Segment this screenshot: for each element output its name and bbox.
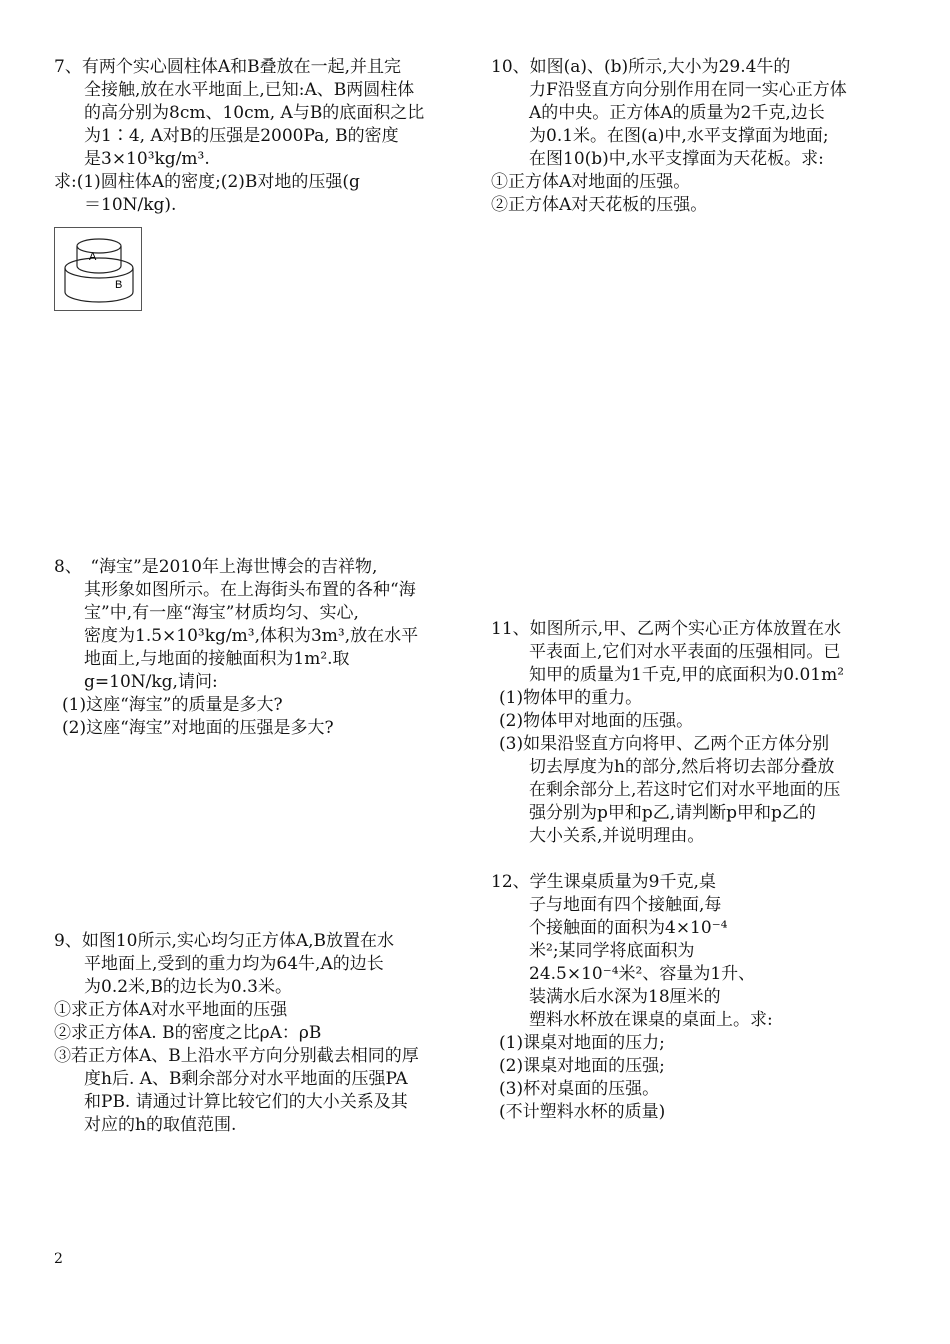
q7-line: 7、有两个实心圆柱体A和B叠放在一起,并且完 <box>54 57 401 77</box>
q8-line: 宝”中,有一座“海宝”材质均匀、实心, <box>84 603 359 623</box>
q12-line: 12、学生课桌质量为9千克,桌 <box>491 872 716 892</box>
q12-line: 米²;某同学将底面积为 <box>529 941 695 961</box>
q12-line: (2)课桌对地面的压强; <box>499 1056 665 1076</box>
q11-line: (1)物体甲的重力。 <box>499 688 643 708</box>
q8-line: g=10N/kg,请问: <box>84 672 218 692</box>
q7-line: 求:(1)圆柱体A的密度;(2)B对地的压强(g <box>54 172 360 192</box>
q11-line: 在剩余部分上,若这时它们对水平地面的压 <box>529 780 841 800</box>
q11-line: 11、如图所示,甲、乙两个实心正方体放置在水 <box>491 619 842 639</box>
q9-line: 和PB. 请通过计算比较它们的大小关系及其 <box>84 1092 408 1112</box>
q8-line: 其形象如图所示。在上海街头布置的各种“海 <box>84 580 416 600</box>
question-9 <box>54 930 464 1137</box>
q9-line: 9、如图10所示,实心均匀正方体A,B放置在水 <box>54 931 395 951</box>
q12-line: 子与地面有四个接触面,每 <box>529 895 722 915</box>
q12-line: (1)课桌对地面的压力; <box>499 1033 665 1053</box>
question-7 <box>54 56 464 311</box>
figure-label-a: A <box>89 251 97 263</box>
q8-line: 密度为1.5×10³kg/m³,体积为3m³,放在水平 <box>84 626 419 646</box>
q7-line: 的高分别为8cm、10cm, A与B的底面积之比 <box>84 103 425 123</box>
q11-line: 切去厚度为h的部分,然后将切去部分叠放 <box>529 757 835 777</box>
stacked-cylinders-figure <box>54 227 142 311</box>
q11-line: (3)如果沿竖直方向将甲、乙两个正方体分别 <box>499 734 830 754</box>
cylinders-drawing <box>55 228 141 310</box>
q7-line: ＝10N/kg). <box>84 195 177 215</box>
figure-label-b: B <box>115 279 123 291</box>
q12-line: (3)杯对桌面的压强。 <box>499 1079 660 1099</box>
q11-line: 平表面上,它们对水平表面的压强相同。已 <box>529 642 841 662</box>
page-number: 2 <box>54 1251 63 1267</box>
q12-line: 塑料水杯放在课桌的桌面上。求: <box>529 1010 773 1030</box>
q10-line: ②正方体A对天花板的压强。 <box>491 195 708 215</box>
q10-line: 10、如图(a)、(b)所示,大小为29.4牛的 <box>491 57 791 77</box>
q11-line: 大小关系,并说明理由。 <box>529 826 705 846</box>
q9-line: ③若正方体A、B上沿水平方向分别截去相同的厚 <box>54 1046 419 1066</box>
q9-line: 为0.2米,B的边长为0.3米。 <box>84 977 292 997</box>
question-10 <box>491 56 901 217</box>
q10-line: 为0.1米。在图(a)中,水平支撑面为地面; <box>529 126 829 146</box>
q8-line: (1)这座“海宝”的质量是多大? <box>62 695 283 715</box>
q9-line: ②求正方体A. B的密度之比ρA：ρB <box>54 1023 322 1043</box>
q7-line: 为1∶4, A对B的压强是2000Pa, B的密度 <box>84 126 399 146</box>
q9-line: 平地面上,受到的重力均为64牛,A的边长 <box>84 954 384 974</box>
q10-line: 在图10(b)中,水平支撑面为天花板。求: <box>529 149 824 169</box>
q11-line: 强分别为p甲和p乙,请判断p甲和p乙的 <box>529 803 816 823</box>
question-8 <box>54 556 464 740</box>
q9-line: 度h后. A、B剩余部分对水平地面的压强PA <box>84 1069 408 1089</box>
q9-line: ①求正方体A对水平地面的压强 <box>54 1000 288 1020</box>
q10-line: 力F沿竖直方向分别作用在同一实心正方体 <box>529 80 847 100</box>
q10-line: A的中央。正方体A的质量为2千克,边长 <box>529 103 825 123</box>
q8-line: 地面上,与地面的接触面积为1m².取 <box>84 649 350 669</box>
q10-line: ①正方体A对地面的压强。 <box>491 172 691 192</box>
q7-line: 是3×10³kg/m³. <box>84 149 210 169</box>
q12-line: 装满水后水深为18厘米的 <box>529 987 721 1007</box>
question-12 <box>491 871 901 1124</box>
q11-line: 知甲的质量为1千克,甲的底面积为0.01m² <box>529 665 845 685</box>
q9-line: 对应的h的取值范围. <box>84 1115 237 1135</box>
q7-line: 全接触,放在水平地面上,已知:A、B两圆柱体 <box>84 80 415 100</box>
q12-line: 个接触面的面积为4×10⁻⁴ <box>529 918 728 938</box>
q12-line: (不计塑料水杯的质量) <box>499 1102 666 1122</box>
question-11 <box>491 618 901 848</box>
q8-line: (2)这座“海宝”对地面的压强是多大? <box>62 718 334 738</box>
q12-line: 24.5×10⁻⁴米²、容量为1升、 <box>529 964 756 984</box>
q8-line: 8、 “海宝”是2010年上海世博会的吉祥物, <box>54 557 378 577</box>
q11-line: (2)物体甲对地面的压强。 <box>499 711 694 731</box>
